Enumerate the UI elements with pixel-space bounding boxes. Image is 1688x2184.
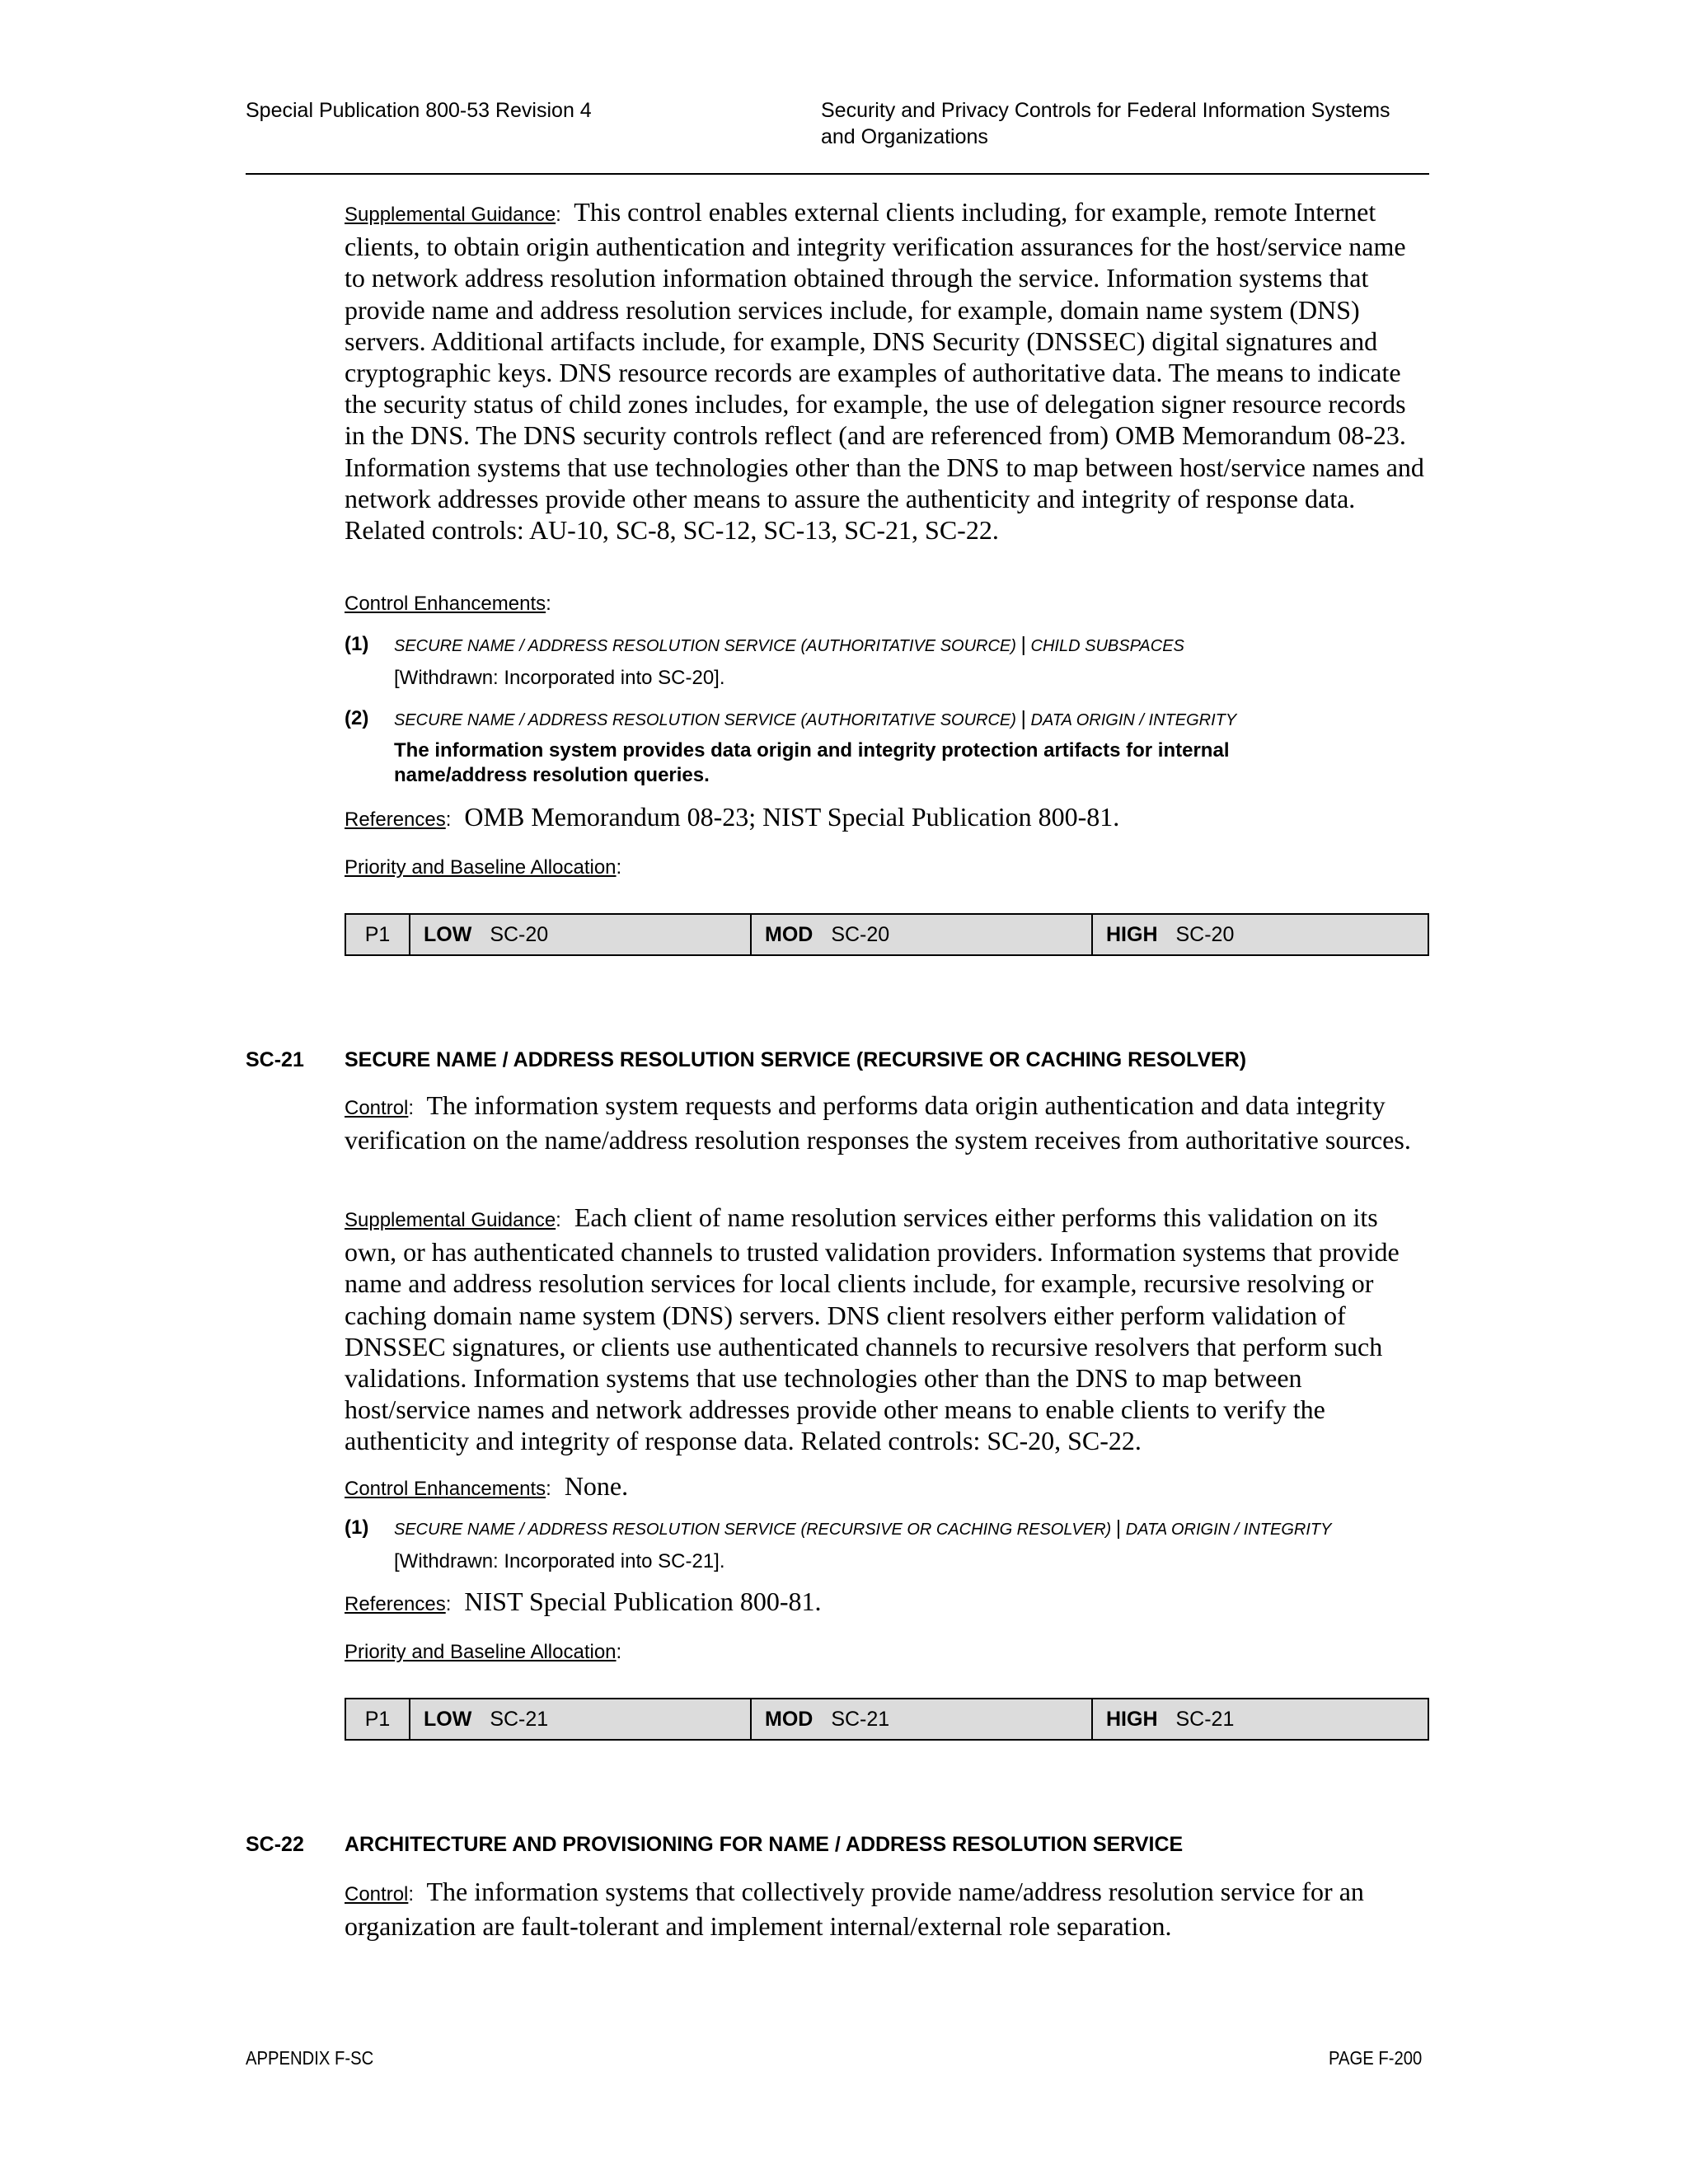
sc21-mod-label: MOD	[765, 1707, 814, 1731]
sc20-high-cell	[1091, 915, 1428, 954]
sc20-enhancements-label: Control Enhancements	[345, 593, 546, 615]
sc20-mod-value: SC-20	[831, 922, 890, 946]
sc21-high-label: HIGH	[1106, 1707, 1158, 1731]
header-rule	[246, 173, 1429, 175]
sc20-references: References: OMB Memorandum 08-23; NIST Special Publication 800-81.	[345, 802, 1120, 832]
sc22-id: SC-22	[246, 1833, 304, 1856]
sc20-enh2-body-line1: The information system provides data origin and integrity protection artifacts for internal	[394, 739, 1230, 762]
sc20-supplemental-guidance: Supplemental Guidance: This control enables external clients including, for example, remote Internet clients, to obtain origin authentication and integrity verification assurances for the host/service name to network address resolution information obtained through the service. Information systems that provide name and address resolution services include, for example, domain name system (DNS) servers. Additional artifacts include, for example, DNS Security (DNSSEC) digital signatures and cryptographic keys. DNS resource records are examples of authoritative data. The means to indicate the security status of child zones includes, for example, the use of delegation signer resource records in the DNS. The DNS security controls reflect (and are referenced from) OMB Memorandum 08-23. Information systems that use technologies other than the DNS to map between host/service names and network addresses provide other means to assure the authenticity and integrity of response data. Related controls: AU-10, SC-8, SC-12, SC-13, SC-21, SC-22.	[345, 197, 1424, 546]
sc20-low-cell	[409, 915, 750, 954]
running-header-right	[821, 97, 1390, 150]
running-header-right-line2: and Organizations	[821, 125, 988, 148]
sc20-enh1-title: SECURE NAME / ADDRESS RESOLUTION SERVICE (AUTHORITATIVE SOURCE) | CHILD SUBSPACES	[394, 633, 1184, 656]
sc20-enh2-body	[394, 738, 1383, 788]
sc21-enh1-title: SECURE NAME / ADDRESS RESOLUTION SERVICE (RECURSIVE OR CACHING RESOLVER) | DATA ORIGIN / INTEGRITY	[394, 1516, 1332, 1540]
sc21-references-label: References	[345, 1593, 446, 1615]
sc21-enh1-title-prefix: SECURE NAME / ADDRESS RESOLUTION SERVICE (RECURSIVE OR CACHING RESOLVER)	[394, 1521, 1112, 1539]
sc21-priority-label: Priority and Baseline Allocation	[345, 1641, 617, 1663]
sc22-title: ARCHITECTURE AND PROVISIONING FOR NAME / ADDRESS RESOLUTION SERVICE	[345, 1833, 1184, 1856]
footer-page-number: PAGE F-200	[1329, 2047, 1423, 2069]
footer-appendix: APPENDIX F-SC	[246, 2047, 374, 2069]
sc20-references-text: OMB Memorandum 08-23; NIST Special Publication 800-81.	[464, 802, 1120, 832]
sc21-references: References: NIST Special Publication 800-81.	[345, 1586, 822, 1616]
sc21-control-text: The information system requests and performs data origin authentication and data integrity verification on the name/address resolution responses the system receives from authoritative sources.	[345, 1090, 1411, 1155]
sc20-baseline-table	[345, 913, 1429, 956]
sc21-supplemental-label: Supplemental Guidance	[345, 1209, 556, 1231]
sc21-enh1-title-suffix: DATA ORIGIN / INTEGRITY	[1125, 1521, 1332, 1539]
sc20-high-value: SC-20	[1175, 922, 1235, 946]
sc20-references-label: References	[345, 808, 446, 831]
sc21-mod-cell	[750, 1699, 1091, 1739]
sc21-low-cell	[409, 1699, 750, 1739]
sc21-id: SC-21	[246, 1048, 304, 1071]
sc20-supplemental-label: Supplemental Guidance	[345, 204, 556, 226]
sc20-high-label: HIGH	[1106, 922, 1158, 946]
sc21-control: Control: The information system requests and performs data origin authentication and data integrity verification on the name/address resolution responses the system receives from authoritative sources.	[345, 1090, 1411, 1155]
sc21-high-value: SC-21	[1175, 1707, 1235, 1731]
sc21-enhancements-label: Control Enhancements	[345, 1478, 546, 1500]
sc20-enh1-title-prefix: SECURE NAME / ADDRESS RESOLUTION SERVICE (AUTHORITATIVE SOURCE)	[394, 637, 1016, 655]
sc20-priority-label: Priority and Baseline Allocation	[345, 856, 617, 879]
sc21-priority-cell: P1	[364, 1707, 391, 1731]
sc21-control-label: Control	[345, 1097, 409, 1119]
sc21-enh1-body: [Withdrawn: Incorporated into SC-21].	[394, 1550, 725, 1572]
sc21-baseline-table	[345, 1698, 1429, 1741]
sc21-supplemental-text: Each client of name resolution services either performs this validation on its own, or has authenticated channels to trusted validation providers. Information systems that provide name and address resolution services for local clients include, for example, recursive resolving or caching domain name system (DNS) servers. DNS client resolvers either perform validation of DNSSEC signatures, or clients use authenticated channels to recursive resolvers that perform such validations. Information systems that use technologies other than the DNS to map between host/service names and network addresses provide other means to enable clients to verify the authenticity and integrity of response data. Related controls: SC-20, SC-22.	[345, 1202, 1400, 1456]
running-header-left: Special Publication 800-53 Revision 4	[246, 99, 592, 122]
sc22-control-label: Control	[345, 1883, 409, 1905]
sc20-priority-cell: P1	[364, 922, 391, 946]
sc20-low-label: LOW	[424, 922, 472, 946]
sc21-title: SECURE NAME / ADDRESS RESOLUTION SERVICE (RECURSIVE OR CACHING RESOLVER)	[345, 1048, 1247, 1071]
sc20-supplemental-text: This control enables external clients including, for example, remote Internet clients, to obtain origin authentication and integrity verification assurances for the host/service name to network address resolution information obtained through the service. Information systems that provide name and address resolution services include, for example, domain name system (DNS) servers. Additional artifacts include, for example, DNS Security (DNSSEC) digital signatures and cryptographic keys. DNS resource records are examples of authoritative data. The means to indicate the security status of child zones includes, for example, the use of delegation signer resource records in the DNS. The DNS security controls reflect (and are referenced from) OMB Memorandum 08-23. Information systems that use technologies other than the DNS to map between host/service names and network addresses provide other means to assure the authenticity and integrity of response data. Related controls: AU-10, SC-8, SC-12, SC-13, SC-21, SC-22.	[345, 197, 1424, 546]
sc20-enh2-body-line2: name/address resolution queries.	[394, 764, 710, 786]
sc21-supplemental-guidance: Supplemental Guidance: Each client of name resolution services either performs this validation on its own, or has authenticated channels to trusted validation providers. Information systems that provide name and address resolution services for local clients include, for example, recursive resolving or caching domain name system (DNS) servers. DNS client resolvers either perform validation of DNSSEC signatures, or clients use authenticated channels to recursive resolvers that perform such validations. Information systems that use technologies other than the DNS to map between host/service names and network addresses provide other means to enable clients to verify the authenticity and integrity of response data. Related controls: SC-20, SC-22.	[345, 1202, 1400, 1456]
sc21-mod-value: SC-21	[831, 1707, 890, 1731]
sc20-enh1-title-suffix: CHILD SUBSPACES	[1030, 637, 1184, 655]
sc21-references-text: NIST Special Publication 800-81.	[464, 1586, 822, 1616]
sc20-enhancements-heading: Control Enhancements:	[345, 593, 551, 615]
sc20-enh2-title-suffix: DATA ORIGIN / INTEGRITY	[1030, 711, 1237, 729]
sc22-control-text: The information systems that collectively provide name/address resolution service for an organization are fault-tolerant and implement internal/external role separation.	[345, 1877, 1364, 1942]
sc20-enh2-title: SECURE NAME / ADDRESS RESOLUTION SERVICE (AUTHORITATIVE SOURCE) | DATA ORIGIN / INTEGRITY	[394, 707, 1237, 730]
sc21-high-cell	[1091, 1699, 1428, 1739]
sc21-enhancements: Control Enhancements: None.	[345, 1471, 629, 1501]
sc21-enh1-number: (1)	[345, 1516, 369, 1539]
sc22-control: Control: The information systems that collectively provide name/address resolution service for an organization are fault-tolerant and implement internal/external role separation.	[345, 1877, 1364, 1942]
sc21-low-value: SC-21	[490, 1707, 549, 1731]
running-header-right-line1: Security and Privacy Controls for Federal Information Systems	[821, 99, 1390, 122]
sc21-enhancements-text: None.	[564, 1471, 629, 1501]
sc20-mod-label: MOD	[765, 922, 814, 946]
sc20-mod-cell	[750, 915, 1091, 954]
sc20-enh1-number: (1)	[345, 633, 369, 655]
sc21-low-label: LOW	[424, 1707, 472, 1731]
sc20-enh1-body: [Withdrawn: Incorporated into SC-20].	[394, 667, 725, 689]
sc20-enh2-number: (2)	[345, 707, 369, 729]
sc21-priority-heading: Priority and Baseline Allocation:	[345, 1641, 622, 1663]
sc20-priority-heading: Priority and Baseline Allocation:	[345, 856, 622, 879]
sc20-enh2-title-prefix: SECURE NAME / ADDRESS RESOLUTION SERVICE (AUTHORITATIVE SOURCE)	[394, 711, 1016, 729]
sc20-low-value: SC-20	[490, 922, 549, 946]
